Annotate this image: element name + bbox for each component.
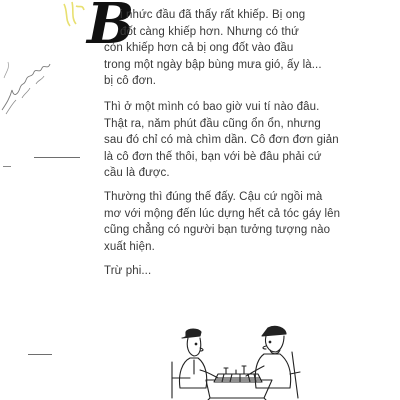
text-line: ị nhức đầu đã thấy rất khiếp. Bị ong bbox=[120, 9, 306, 21]
margin-rule bbox=[34, 157, 80, 158]
margin-rule-bottom bbox=[28, 354, 52, 355]
text-line: bị cô đơn. bbox=[104, 75, 157, 88]
paragraph-3 bbox=[104, 189, 354, 255]
text-line: là cô đơn thế thôi, bạn với bè đâu phải cứ bbox=[104, 150, 322, 163]
text-line: Trừ phi... bbox=[104, 265, 152, 277]
text-line: Thường thì đúng thế đấy. Cậu cứ ngồi mà bbox=[104, 191, 323, 203]
text-line: Thật ra, năm phút đầu cũng ổn ổn, nhưng bbox=[104, 117, 321, 130]
text-line: xuất hiện. bbox=[104, 240, 155, 253]
text-line: cầu là được. bbox=[104, 167, 170, 180]
text-line: trong một ngày bập bùng mưa gió, ấy là... bbox=[104, 58, 322, 71]
text-line: cũng chẳng có người bạn tưởng tượng nào bbox=[104, 224, 331, 237]
paragraph-1 bbox=[104, 7, 354, 90]
text-line: còn khiếp hơn cả bị ong đốt vào đầu bbox=[104, 42, 294, 55]
text-line: sau đó chỉ có mà chìm dần. Cô đơn đơn giản bbox=[104, 134, 339, 147]
paragraph-4 bbox=[104, 263, 354, 280]
chess-players-illustration bbox=[160, 322, 310, 400]
text-line: đốt càng khiếp hơn. Nhưng có thứ bbox=[120, 25, 299, 38]
paragraph-2 bbox=[104, 99, 354, 182]
text-line: Thì ở một mình có bao giờ vui tí nào đâu. bbox=[104, 101, 320, 113]
drop-cap-letter: B bbox=[87, 0, 135, 57]
text-line: mơ với mộng đến lúc dựng hết cả tóc gáy lên bbox=[104, 207, 341, 220]
handwritten-margin-note bbox=[0, 58, 56, 118]
margin-tick-mark bbox=[3, 166, 11, 167]
